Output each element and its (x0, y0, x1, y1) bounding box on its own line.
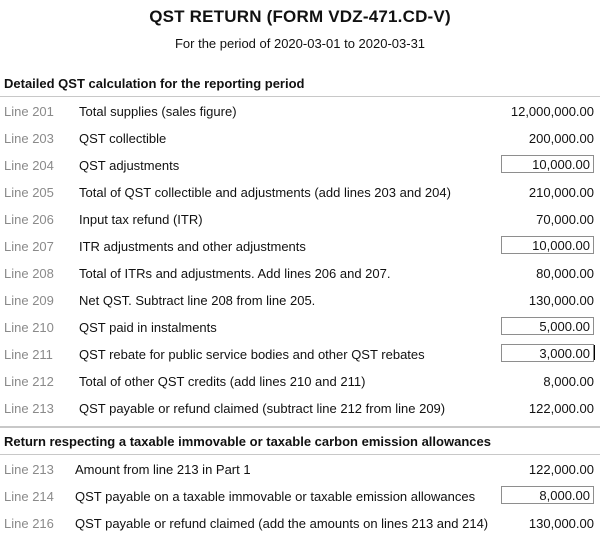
line-description: QST paid in instalments (79, 320, 217, 335)
line-number: Line 214 (4, 489, 54, 504)
table-row (0, 455, 600, 482)
table-row (0, 232, 600, 259)
line-amount: 12,000,000.00 (510, 104, 594, 119)
table-row (0, 394, 600, 421)
table-row (0, 313, 600, 340)
line-description: Net QST. Subtract line 208 from line 205. (79, 293, 316, 308)
line-description: Total of QST collectible and adjustments (add lines 203 and 204) (79, 185, 451, 200)
text-cursor (594, 345, 595, 360)
line-number: Line 208 (4, 266, 54, 281)
line-amount: 8,000.00 (543, 374, 594, 389)
table-row (0, 151, 600, 178)
line-number: Line 213 (4, 462, 54, 477)
line-description: Input tax refund (ITR) (79, 212, 203, 227)
line-amount: 210,000.00 (528, 185, 594, 200)
line-description: ITR adjustments and other adjustments (79, 239, 306, 254)
line-description: Total of other QST credits (add lines 210 and 211) (79, 374, 366, 389)
table-row (0, 286, 600, 313)
table-row (0, 367, 600, 394)
reporting-period: For the period of 2020-03-01 to 2020-03-31 (174, 36, 426, 51)
line-description: QST adjustments (79, 158, 180, 173)
line-number: Line 213 (4, 401, 54, 416)
part1-section-title: Detailed QST calculation for the reporting period (4, 76, 305, 91)
line-number: Line 216 (4, 516, 54, 531)
line-amount: 122,000.00 (528, 462, 594, 477)
line-number: Line 207 (4, 239, 54, 254)
form-title: QST RETURN (FORM VDZ-471.CD-V) (149, 7, 451, 26)
line-number: Line 206 (4, 212, 54, 227)
line-amount: 70,000.00 (536, 212, 594, 227)
line-description: Total of ITRs and adjustments. Add lines 206 and 207. (79, 266, 391, 281)
line-number: Line 211 (4, 347, 53, 362)
line-number: Line 205 (4, 185, 54, 200)
itr-adjustments-input[interactable] (501, 236, 594, 254)
line-number: Line 209 (4, 293, 54, 308)
line-amount: 130,000.00 (528, 293, 594, 308)
table-row (0, 205, 600, 232)
line-description: QST rebate for public service bodies and other QST rebates (79, 347, 425, 362)
part2-rows (0, 455, 600, 536)
table-row (0, 178, 600, 205)
line-description: Total supplies (sales figure) (79, 104, 237, 119)
line-number: Line 203 (4, 131, 54, 146)
table-row (0, 97, 600, 124)
table-row (0, 482, 600, 509)
part2-section-title: Return respecting a taxable immovable or taxable carbon emission allowances (4, 434, 491, 449)
line-description: QST payable on a taxable immovable or taxable emission allowances (75, 489, 476, 504)
form-header (0, 0, 600, 52)
line-description: QST payable or refund claimed (subtract line 212 from line 209) (79, 401, 446, 416)
line-number: Line 212 (4, 374, 54, 389)
part1-rows (0, 97, 600, 421)
line-description: Amount from line 213 in Part 1 (75, 462, 251, 477)
qst-taxable-immovable-input[interactable] (501, 486, 594, 504)
line-amount: 122,000.00 (528, 401, 594, 416)
table-row (0, 259, 600, 286)
qst-rebates-input[interactable] (501, 344, 594, 362)
table-row (0, 509, 600, 536)
line-description: QST collectible (79, 131, 167, 146)
qst-adjustments-input[interactable] (501, 155, 594, 173)
line-number: Line 201 (4, 104, 54, 119)
line-amount: 80,000.00 (536, 266, 594, 281)
table-row (0, 124, 600, 151)
line-amount: 130,000.00 (528, 516, 594, 531)
table-row (0, 340, 600, 367)
line-amount: 200,000.00 (528, 131, 594, 146)
line-number: Line 210 (4, 320, 54, 335)
section-separator (0, 426, 600, 428)
line-number: Line 204 (4, 158, 54, 173)
qst-instalments-input[interactable] (501, 317, 594, 335)
line-description: QST payable or refund claimed (add the amounts on lines 213 and 214) (75, 516, 489, 531)
